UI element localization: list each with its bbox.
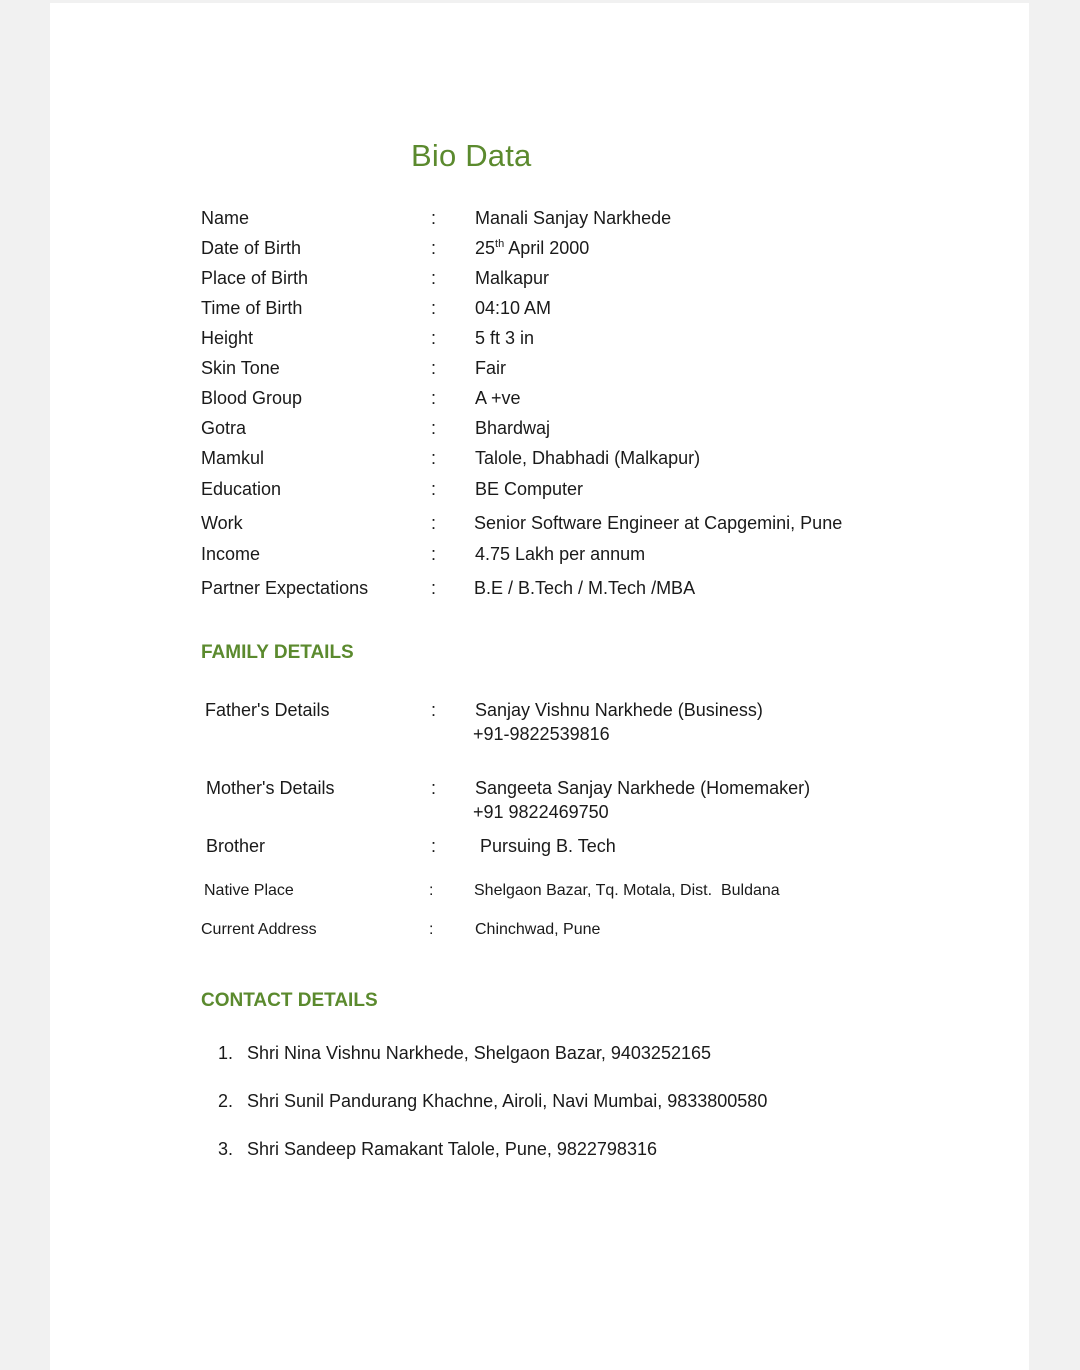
label-work: Work [201, 513, 243, 533]
separator: : [431, 836, 437, 856]
value-income: 4.75 Lakh per annum [475, 544, 646, 564]
label-brother: Brother [206, 836, 266, 856]
label-income: Income [201, 544, 261, 564]
contact-details-heading: CONTACT DETAILS [201, 990, 378, 1011]
label-name: Name [201, 208, 250, 228]
separator: : [431, 268, 437, 288]
label-father-details: Father's Details [205, 700, 330, 720]
separator: : [431, 418, 437, 438]
document-title: Bio Data [411, 138, 532, 173]
label-mother-details: Mother's Details [206, 778, 335, 798]
separator: : [431, 328, 437, 348]
contact-number: 3. [218, 1139, 234, 1159]
value-skin-tone: Fair [475, 358, 506, 378]
label-native-place: Native Place [204, 882, 294, 899]
value-education: BE Computer [475, 479, 584, 499]
label-time-of-birth: Time of Birth [201, 298, 303, 318]
label-current-address: Current Address [201, 921, 317, 938]
label-date-of-birth: Date of Birth [201, 238, 302, 258]
separator: : [431, 388, 437, 408]
label-partner-expectations: Partner Expectations [201, 578, 369, 598]
contact-number: 2. [218, 1091, 234, 1111]
value-height: 5 ft 3 in [475, 328, 535, 348]
value-place-of-birth: Malkapur [475, 268, 550, 288]
value-father-name: Sanjay Vishnu Narkhede (Business) [475, 700, 763, 720]
contact-number: 1. [218, 1043, 234, 1063]
separator: : [431, 238, 437, 258]
value-work: Senior Software Engineer at Capgemini, Pune [474, 513, 843, 533]
value-mother-name: Sangeeta Sanjay Narkhede (Homemaker) [475, 778, 811, 798]
value-native-place: Shelgaon Bazar, Tq. Motala, Dist. Buldana [474, 882, 780, 899]
separator: : [431, 778, 437, 798]
value-gotra: Bhardwaj [475, 418, 551, 438]
value-mamkul: Talole, Dhabhadi (Malkapur) [475, 448, 701, 468]
label-height: Height [201, 328, 254, 348]
separator: : [431, 358, 437, 378]
label-blood-group: Blood Group [201, 388, 303, 408]
value-brother: Pursuing B. Tech [480, 836, 616, 856]
value-date-of-birth [475, 236, 589, 260]
separator: : [431, 544, 437, 564]
label-mamkul: Mamkul [201, 448, 265, 468]
separator: : [429, 882, 434, 899]
value-father-phone: +91-9822539816 [473, 724, 610, 744]
value-time-of-birth: 04:10 AM [475, 298, 552, 318]
value-current-address: Chinchwad, Pune [475, 921, 601, 938]
dob-day: 25 [475, 238, 496, 258]
family-details-heading: FAMILY DETAILS [201, 642, 354, 663]
separator: : [431, 298, 437, 318]
label-gotra: Gotra [201, 418, 247, 438]
contact-text: Shri Sunil Pandurang Khachne, Airoli, Navi Mumbai, 9833800580 [247, 1091, 768, 1111]
dob-rest: April 2000 [504, 238, 590, 258]
contact-item [218, 1089, 918, 1113]
separator: : [431, 208, 437, 228]
document-page [50, 3, 1029, 1370]
value-mother-phone: +91 9822469750 [473, 802, 609, 822]
contact-text: Shri Sandeep Ramakant Talole, Pune, 9822798316 [247, 1139, 657, 1159]
label-skin-tone: Skin Tone [201, 358, 280, 378]
contact-item [218, 1041, 918, 1065]
value-blood-group: A +ve [475, 388, 521, 408]
label-education: Education [201, 479, 282, 499]
separator: : [431, 448, 437, 468]
separator: : [431, 700, 437, 720]
separator: : [429, 921, 434, 938]
contact-item [218, 1137, 918, 1161]
value-name: Manali Sanjay Narkhede [475, 208, 672, 228]
separator: : [431, 513, 437, 533]
separator: : [431, 578, 437, 598]
value-partner-expectations: B.E / B.Tech / M.Tech /MBA [474, 578, 696, 598]
contact-text: Shri Nina Vishnu Narkhede, Shelgaon Bazar, 9403252165 [247, 1043, 712, 1063]
separator: : [431, 479, 437, 499]
dob-ordinal-suffix: th [495, 238, 505, 250]
label-place-of-birth: Place of Birth [201, 268, 309, 288]
